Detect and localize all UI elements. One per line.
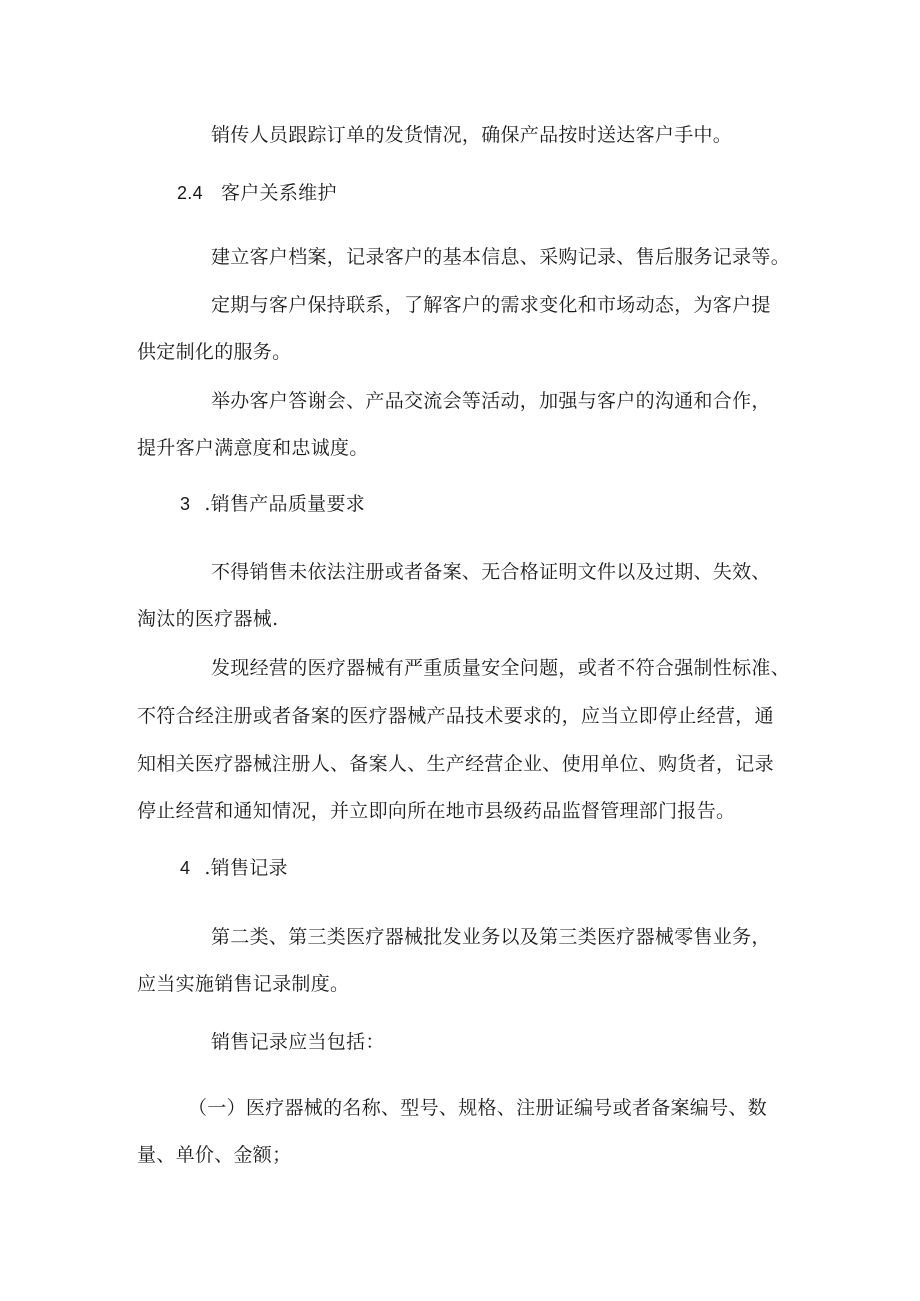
paragraph-records-line-2: 应当实施销售记录制度。 bbox=[137, 973, 350, 995]
section-number: 3 bbox=[180, 494, 191, 514]
section-number: 4 bbox=[180, 858, 191, 878]
paragraph-contact-line-1: 定期与客户保持联系，了解客户的需求变化和市场动态，为客户提 bbox=[211, 294, 771, 316]
section-title: .销售产品质量要求 bbox=[204, 493, 366, 515]
section-heading-4 bbox=[180, 856, 288, 880]
paragraph-include: 销售记录应当包括： bbox=[211, 1031, 385, 1053]
paragraph-prohibit-line-2: 淘汰的医疗器械. bbox=[137, 608, 279, 630]
paragraph-prohibit-line-1: 不得销售未依法注册或者备案、无合格证明文件以及过期、失效、 bbox=[211, 561, 771, 583]
paragraph-sales-tracking: 销传人员跟踪订单的发货情况，确保产品按时送达客户手中。 bbox=[211, 124, 733, 146]
paragraph-contact-line-2: 供定制化的服务。 bbox=[137, 341, 292, 363]
paragraph-records-line-1: 第二类、第三类医疗器械批发业务以及第三类医疗器械零售业务， bbox=[211, 926, 771, 948]
list-item-1-line-1: （一）医疗器械的名称、型号、规格、注册证编号或者备案编号、数 bbox=[188, 1097, 768, 1119]
section-title: .销售记录 bbox=[204, 857, 288, 879]
paragraph-events-line-2: 提升客户满意度和忠诚度。 bbox=[137, 437, 369, 459]
paragraph-quality-line-1: 发现经营的医疗器械有严重质量安全问题，或者不符合强制性标准、 bbox=[211, 657, 791, 679]
section-title: 客户关系维护 bbox=[220, 182, 337, 204]
section-heading-3 bbox=[180, 492, 365, 516]
section-number: 2.4 bbox=[177, 183, 203, 203]
section-heading-2-4 bbox=[177, 181, 337, 205]
paragraph-quality-line-3: 知相关医疗器械注册人、备案人、生产经营企业、使用单位、购货者，记录 bbox=[137, 753, 774, 775]
paragraph-quality-line-2: 不符合经注册或者备案的医疗器械产品技术要求的，应当立即停止经营，通 bbox=[137, 705, 774, 727]
paragraph-quality-line-4: 停止经营和通知情况，并立即向所在地市县级药品监督管理部门报告。 bbox=[137, 800, 736, 822]
paragraph-events-line-1: 举办客户答谢会、产品交流会等活动，加强与客户的沟通和合作， bbox=[211, 390, 771, 412]
list-item-1-line-2: 量、单价、金额； bbox=[137, 1144, 292, 1166]
paragraph-archive: 建立客户档案，记录客户的基本信息、采购记录、售后服务记录等。 bbox=[211, 246, 791, 268]
